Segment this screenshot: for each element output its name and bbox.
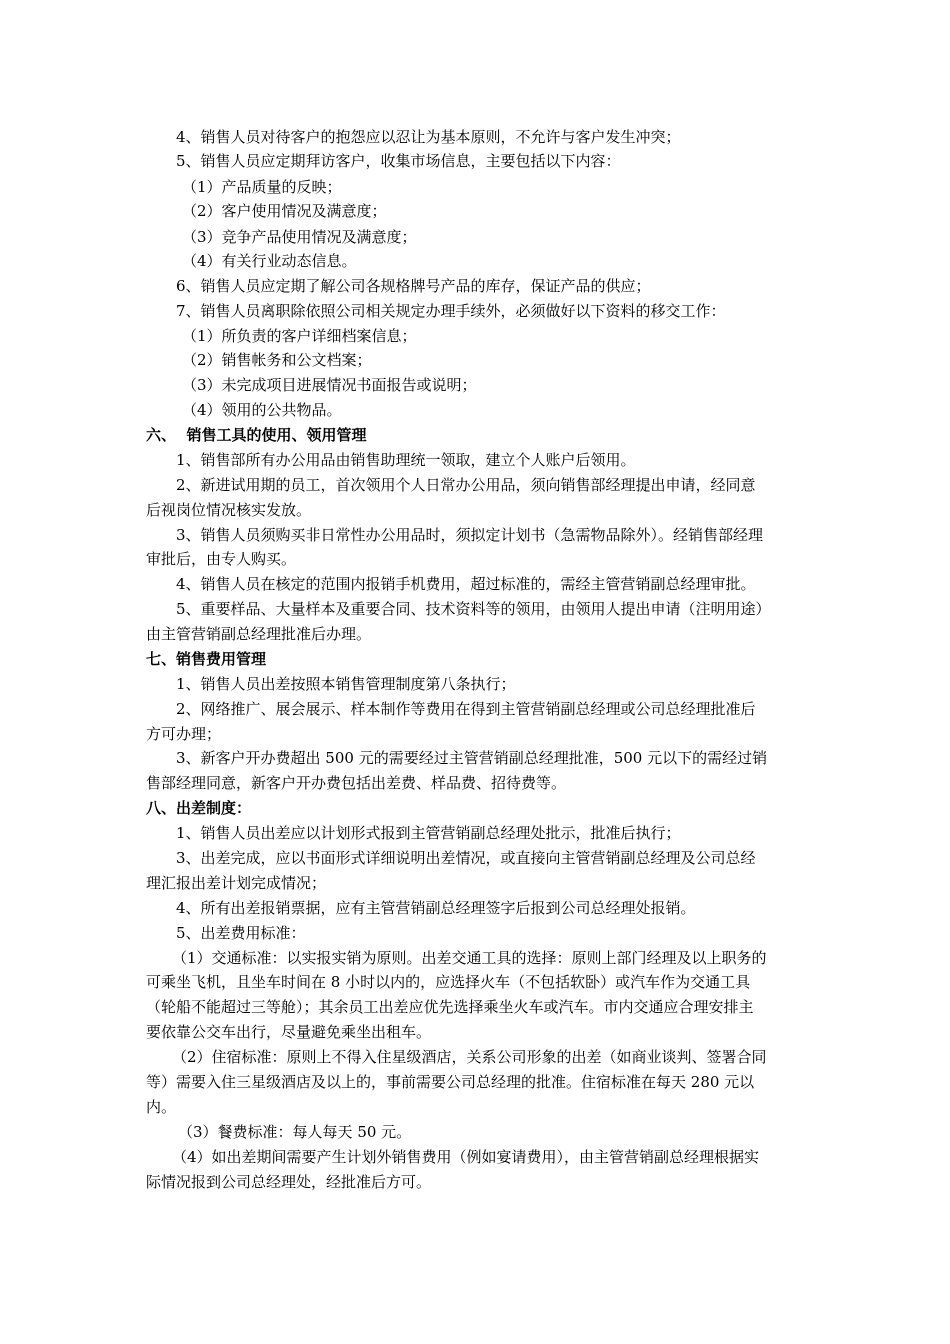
list-item: （3）未完成项目进展情况书面报告或说明；: [182, 376, 477, 394]
paragraph-line: 理汇报出差计划完成情况；: [146, 874, 327, 892]
paragraph-line: 7、销售人员离职除依照公司相关规定办理手续外，必须做好以下资料的移交工作：: [176, 302, 726, 320]
paragraph-line: （1）交通标准：以实报实销为原则。出差交通工具的选择：原则上部门经理及以上职务的: [172, 949, 767, 967]
paragraph-line: 后视岗位情况核实发放。: [146, 501, 312, 519]
paragraph-line: 6、销售人员应定期了解公司各规格牌号产品的库存，保证产品的供应；: [176, 277, 651, 295]
list-item: （2）客户使用情况及满意度；: [182, 202, 387, 220]
list-item: （3）竞争产品使用情况及满意度；: [182, 228, 417, 246]
paragraph-line: （4）如出差期间需要产生计划外销售费用（例如宴请费用），由主管营销副总经理根据实: [172, 1148, 760, 1166]
paragraph-line: 5、销售人员应定期拜访客户，收集市场信息，主要包括以下内容：: [176, 152, 621, 170]
paragraph-line: 方可办理；: [146, 725, 222, 743]
paragraph-line: 5、重要样品、大量样本及重要合同、技术资料等的领用，由领用人提出申请（注明用途）: [176, 600, 771, 618]
paragraph-line: 要依靠公交车出行，尽量避免乘坐出租车。: [146, 1023, 432, 1041]
section-heading: 七、销售费用管理: [146, 650, 267, 668]
paragraph-line: （3）餐费标准：每人每天 50 元。: [178, 1123, 412, 1141]
paragraph-line: 际情况报到公司总经理处，经批准后方可。: [146, 1173, 432, 1191]
paragraph-line: （2）住宿标准：原则上不得入住星级酒店，关系公司形象的出差（如商业谈判、签署合同: [172, 1048, 767, 1066]
section-heading: 六、 销售工具的使用、领用管理: [146, 426, 367, 444]
paragraph-line: 1、销售人员出差应以计划形式报到主管营销副总经理处批示，批准后执行；: [176, 824, 681, 842]
paragraph-line: 由主管营销副总经理批准后办理。: [146, 625, 372, 643]
paragraph-line: 3、新客户开办费超出 500 元的需要经过主管营销副总经理批准，500 元以下的需经过销: [176, 749, 768, 767]
paragraph-line: 2、新进试用期的员工，首次领用个人日常办公用品，须向销售部经理提出申请，经同意: [176, 476, 756, 494]
paragraph-line: 售部经理同意，新客户开办费包括出差费、样品费、招待费等。: [146, 774, 567, 792]
paragraph-line: 审批后，由专人购买。: [146, 550, 297, 568]
list-item: （4）领用的公共物品。: [182, 401, 342, 419]
section-heading: 八、出差制度：: [146, 799, 252, 817]
list-item: （1）产品质量的反映；: [182, 178, 342, 196]
paragraph-line: （轮船不能超过三等舱）；其余员工出差应优先选择乘坐火车或汽车。市内交通应合理安排主: [146, 998, 754, 1016]
paragraph-line: 可乘坐飞机，且坐车时间在 8 小时以内的，应选择火车（不包括软卧）或汽车作为交通工具: [146, 973, 751, 991]
paragraph-line: 1、销售部所有办公用品由销售助理统一领取，建立个人账户后领用。: [176, 451, 636, 469]
paragraph-line: 内。: [146, 1098, 177, 1116]
paragraph-line: 等）需要入住三星级酒店及以上的，事前需要公司总经理的批准。住宿标准在每天 280 元以: [146, 1073, 755, 1091]
list-item: （1）所负责的客户详细档案信息；: [182, 327, 417, 345]
paragraph-line: 3、出差完成，应以书面形式详细说明出差情况，或直接向主管营销副总经理及公司总经: [176, 849, 756, 867]
paragraph-line: 5、出差费用标准：: [176, 924, 306, 942]
list-item: （2）销售帐务和公文档案；: [182, 351, 372, 369]
paragraph-line: 2、网络推广、展会展示、样本制作等费用在得到主管营销副总经理或公司总经理批准后: [176, 700, 756, 718]
paragraph-line: 4、所有出差报销票据，应有主管营销副总经理签字后报到公司总经理处报销。: [176, 899, 696, 917]
paragraph-line: 1、销售人员出差按照本销售管理制度第八条执行；: [176, 675, 516, 693]
paragraph-line: 3、销售人员须购买非日常性办公用品时，须拟定计划书（急需物品除外）。经销售部经理: [176, 526, 764, 544]
paragraph-line: 4、销售人员对待客户的抱怨应以忍让为基本原则，不允许与客户发生冲突；: [176, 128, 681, 146]
list-item: （4）有关行业动态信息。: [182, 252, 357, 270]
paragraph-line: 4、销售人员在核定的范围内报销手机费用，超过标准的，需经主管营销副总经理审批。: [176, 575, 756, 593]
